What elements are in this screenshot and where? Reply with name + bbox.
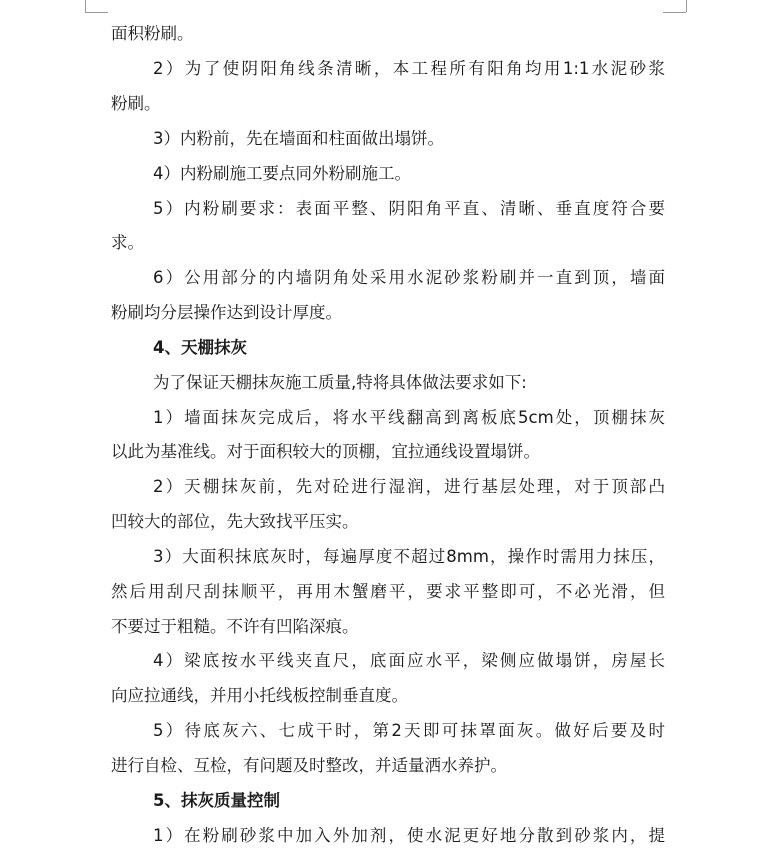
text-line: 2）天棚抹灰前，先对砼进行湿润，进行基层处理，对于顶部凸 (153, 477, 665, 496)
text-line: 3）大面积抹底灰时，每遍厚度不超过8mm，操作时需用力抹压， (153, 547, 665, 566)
text-line: 以此为基准线。对于面积较大的顶棚，宜拉通线设置塌饼。 (111, 442, 540, 461)
crop-mark-top-left-horizontal (85, 12, 108, 13)
text-line: 2）为了使阴阳角线条清晰，本工程所有阳角均用1:1水泥砂浆 (153, 59, 665, 78)
section-heading: 5、抹灰质量控制 (153, 791, 280, 810)
text-line: 凹较大的部位，先大致找平压实。 (111, 512, 359, 531)
text-line: 面积粉刷。 (111, 24, 194, 43)
text-line: 6）公用部分的内墙阴角处采用水泥砂浆粉刷并一直到顶，墙面 (153, 268, 665, 287)
text-line: 进行自检、互检，有问题及时整改，并适量洒水养护。 (111, 756, 507, 775)
text-line: 粉刷均分层操作达到设计厚度。 (111, 303, 342, 322)
text-line: 4）梁底按水平线夹直尺，底面应水平，梁侧应做塌饼，房屋长 (153, 651, 665, 670)
text-line: 4）内粉刷施工要点同外粉刷施工。 (153, 164, 411, 183)
text-line: 求。 (111, 233, 144, 252)
section-heading: 4、天棚抹灰 (153, 338, 247, 357)
text-line: 3）内粉前，先在墙面和柱面做出塌饼。 (153, 129, 444, 148)
text-line: 5）内粉刷要求：表面平整、阴阳角平直、清晰、垂直度符合要 (153, 199, 665, 218)
text-line: 然后用刮尺刮抹顺平，再用木蟹磨平，要求平整即可，不必光滑，但 (111, 582, 665, 601)
text-line: 向应拉通线，并用小托线板控制垂直度。 (111, 686, 408, 705)
text-line: 为了保证天棚抹灰施工质量,特将具体做法要求如下: (153, 373, 527, 392)
text-line: 1）墙面抹灰完成后，将水平线翻高到离板底5cm处，顶棚抹灰 (153, 408, 665, 427)
crop-mark-top-right-horizontal (663, 12, 686, 13)
text-line: 1）在粉刷砂浆中加入外加剂，使水泥更好地分散到砂浆内，提 (153, 826, 665, 845)
crop-mark-top-left-vertical (85, 0, 86, 12)
text-line: 粉刷。 (111, 94, 161, 113)
text-line: 不要过于粗糙。不许有凹陷深痕。 (111, 617, 359, 636)
crop-mark-top-right-vertical (686, 0, 687, 12)
text-line: 5）待底灰六、七成干时，第2天即可抹罩面灰。做好后要及时 (153, 721, 665, 740)
